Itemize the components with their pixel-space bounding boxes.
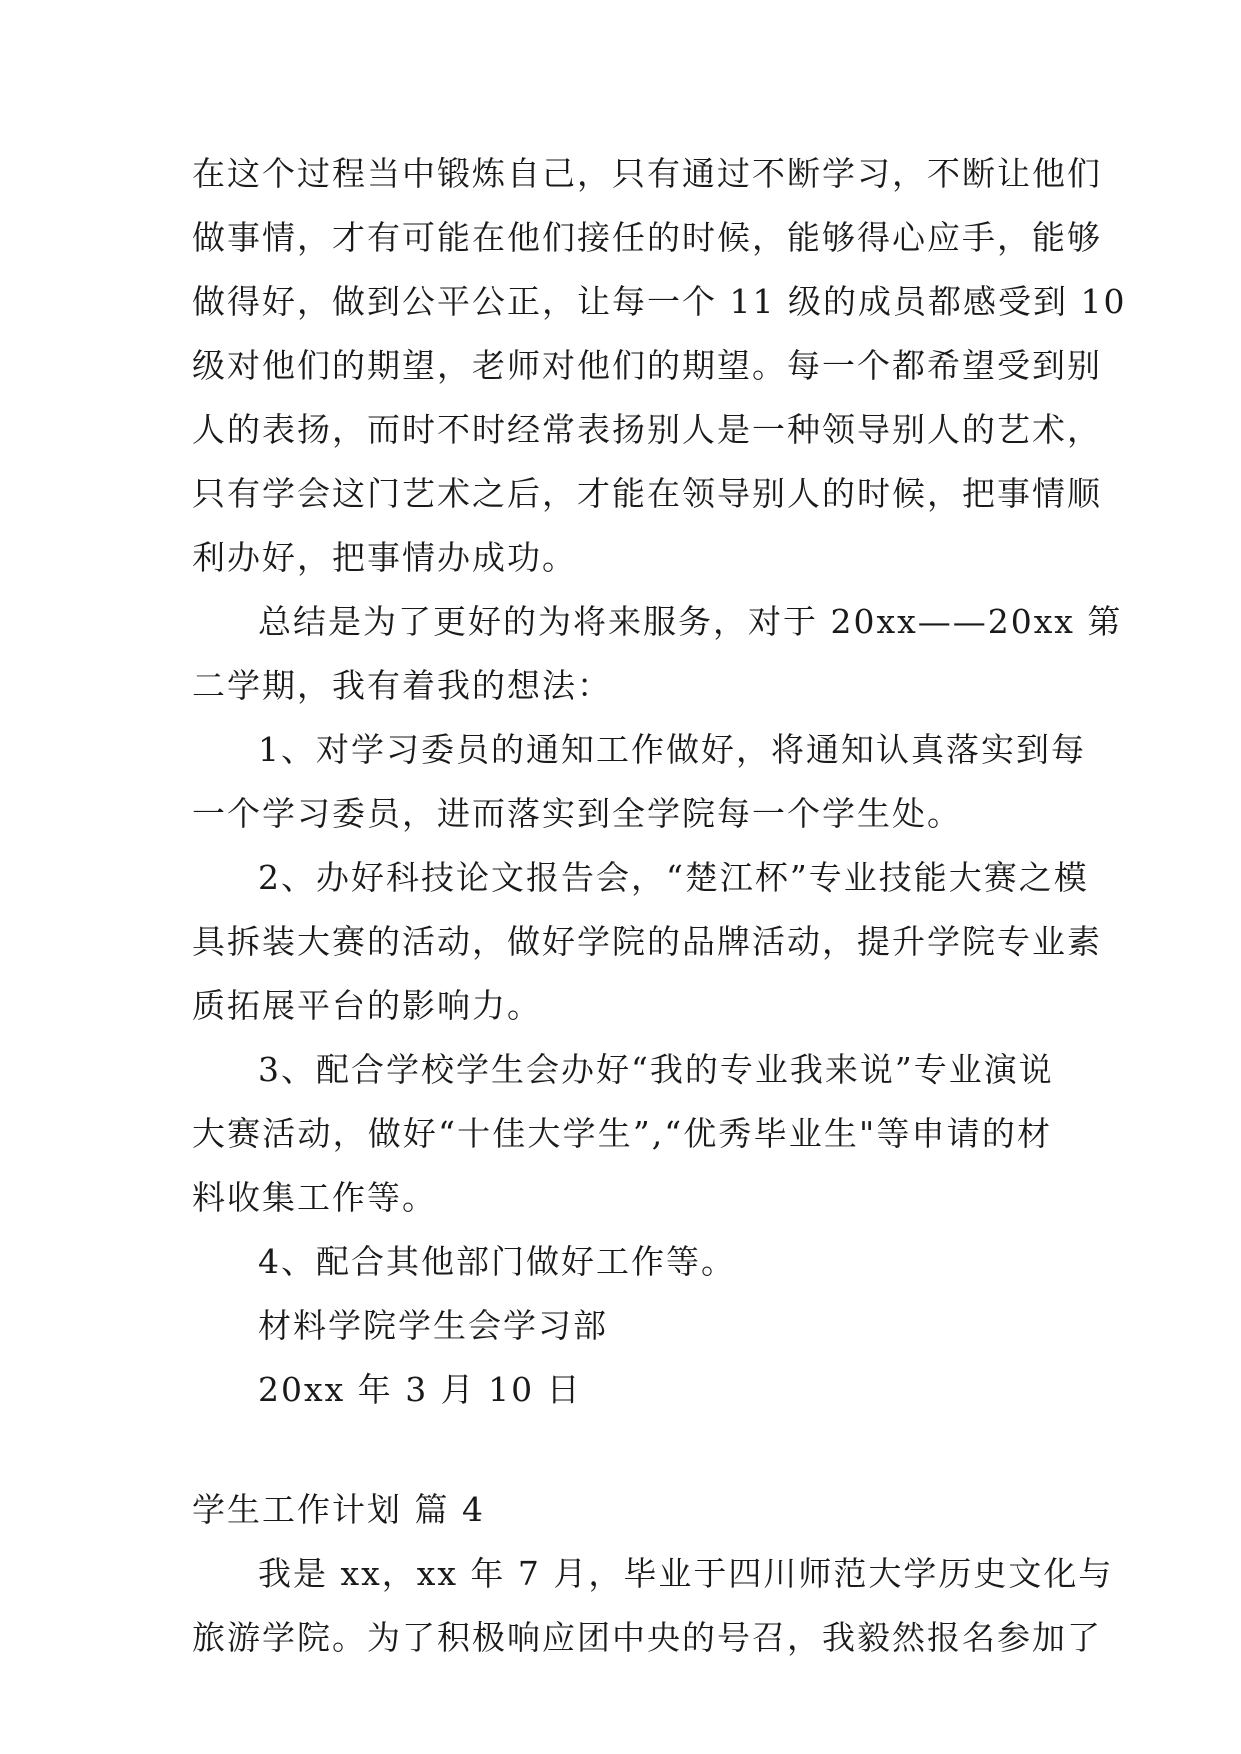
signature-date: 20xx 年 3 月 10 日 — [258, 1370, 582, 1409]
text-line: 一个学习委员，进而落实到全学院每一个学生处。 — [192, 794, 962, 833]
signature-block — [192, 1294, 1052, 1422]
text-line: 我是 xx，xx 年 7 月，毕业于四川师范大学历史文化与 — [258, 1554, 1114, 1593]
text-line: 料收集工作等。 — [192, 1178, 437, 1217]
plan-item-3 — [192, 1038, 1052, 1230]
text-line: 1、对学习委员的通知工作做好，将通知认真落实到每 — [258, 730, 1086, 769]
text-line: 大赛活动，做好“十佳大学生”,“优秀毕业生"等申请的材 — [192, 1114, 1052, 1153]
text-line: 级对他们的期望，老师对他们的期望。每一个都希望受到别 — [192, 346, 1102, 385]
section-4 — [192, 1478, 1114, 1670]
text-line: 质拓展平台的影响力。 — [192, 986, 542, 1025]
signature-org: 材料学院学生会学习部 — [258, 1306, 608, 1345]
plan-item-2 — [192, 846, 1102, 1038]
plan-item-4 — [192, 1230, 1052, 1294]
text-line: 4、配合其他部门做好工作等。 — [258, 1242, 736, 1281]
text-line: 人的表扬，而时不时经常表扬别人是一种领导别人的艺术， — [192, 410, 1102, 449]
text-line: 二学期，我有着我的想法： — [192, 666, 612, 705]
text-line: 只有学会这门艺术之后，才能在领导别人的时候，把事情顺 — [192, 474, 1102, 513]
text-line: 具拆装大赛的活动，做好学院的品牌活动，提升学院专业素 — [192, 922, 1102, 961]
text-line: 做事情，才有可能在他们接任的时候，能够得心应手，能够 — [192, 218, 1102, 257]
text-line: 在这个过程当中锻炼自己，只有通过不断学习，不断让他们 — [192, 154, 1102, 193]
text-line: 3、配合学校学生会办好“我的专业我来说”专业演说 — [258, 1050, 1054, 1089]
plan-item-1 — [192, 718, 1086, 846]
paragraph-continuation — [192, 142, 1127, 590]
text-line: 总结是为了更好的为将来服务，对于 20xx——20xx 第 — [258, 602, 1123, 641]
paragraph-summary — [192, 590, 1123, 718]
text-line: 利办好，把事情办成功。 — [192, 538, 577, 577]
section-gap — [192, 1422, 1052, 1478]
text-line: 旅游学院。为了积极响应团中央的号召，我毅然报名参加了 — [192, 1618, 1102, 1657]
text-line: 做得好，做到公平公正，让每一个 11 级的成员都感受到 10 — [192, 282, 1127, 321]
document-page — [192, 142, 1127, 1670]
text-line: 2、办好科技论文报告会，“楚江杯”专业技能大赛之模 — [258, 858, 1089, 897]
section-heading: 学生工作计划 篇 4 — [192, 1490, 485, 1529]
